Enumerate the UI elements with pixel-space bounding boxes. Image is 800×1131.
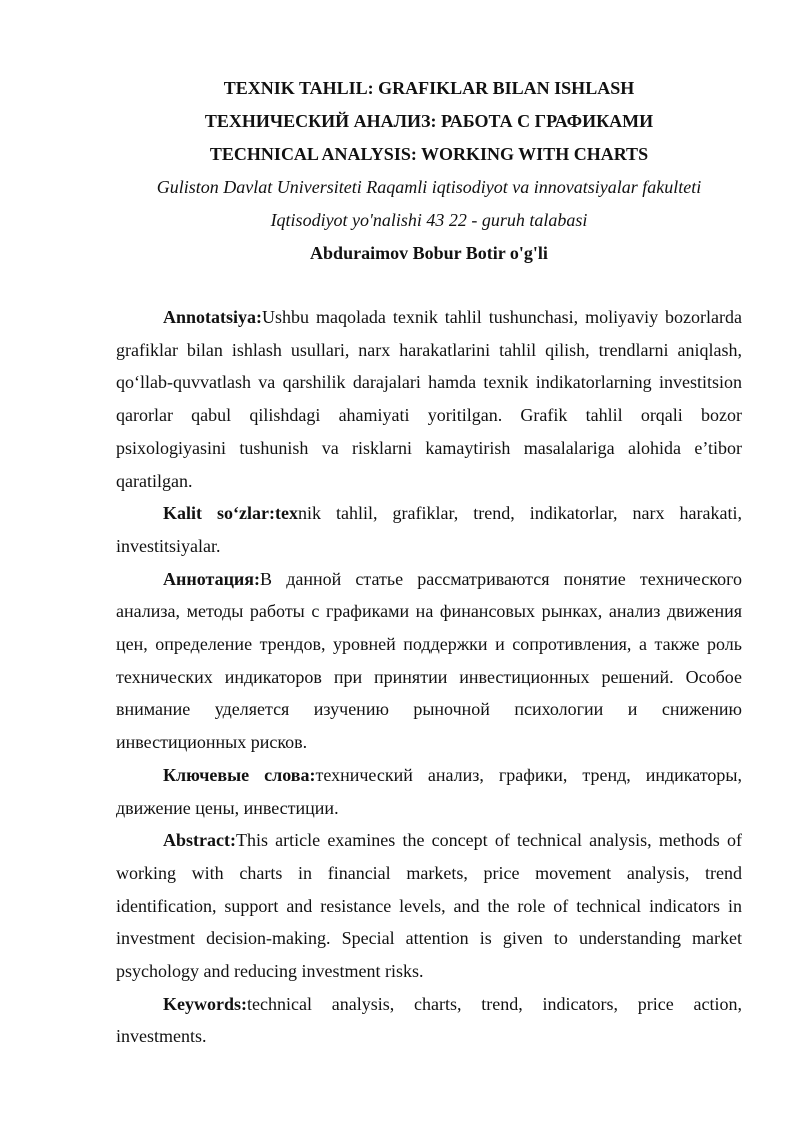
keywords-english <box>116 988 742 1053</box>
abstract-english <box>116 824 742 988</box>
keywords-uzbek-label: Kalit so‘zlar:tex <box>163 503 298 524</box>
author-name: Abduraimov Bobur Botir o'g'li <box>310 243 548 263</box>
annotation-uzbek-text: Ushbu maqolada texnik tahlil tushunchasi, moliyaviy bozorlarda grafiklar bilan ishlash usullari, narx harakatlarini tahlil qilish, trendlarni aniqlash, qo‘llab-quvvatlash va qarshilik darajalari hamda texnik indikatorlarning investitsion qarorlar qabul qilishdagi ahamiyati yoritilgan. Grafik tahlil orqali bozor psixologiyasini tushunish va risklarni kamaytirish masalalariga alohida e’tibor qaratilgan. <box>116 307 742 491</box>
title-uzbek: TEXNIK TAHLIL: GRAFIKLAR BILAN ISHLASH <box>223 78 635 98</box>
abstract-english-label: Abstract: <box>163 830 236 851</box>
paper-page <box>116 72 742 1053</box>
annotation-russian-label: Аннотация: <box>163 568 261 589</box>
paper-header <box>116 72 742 270</box>
keywords-russian-label: Ключевые слова: <box>163 764 316 785</box>
title-russian: ТЕХНИЧЕСКИЙ АНАЛИЗ: РАБОТА С ГРАФИКАМИ <box>204 111 654 131</box>
title-english: TECHNICAL ANALYSIS: WORKING WITH CHARTS <box>209 144 649 164</box>
annotation-russian <box>116 563 742 759</box>
affiliation-line-1: Guliston Davlat Universiteti Raqamli iqtisodiyot va innovatsiyalar fakulteti <box>156 177 702 197</box>
affiliation-line-2: Iqtisodiyot yo'nalishi 43 22 - guruh talabasi <box>270 210 588 230</box>
spacer <box>116 270 742 301</box>
annotation-uzbek <box>116 301 742 497</box>
keywords-english-label: Keywords: <box>163 993 247 1014</box>
keywords-english-text: technical analysis, charts, trend, indicators, price action, investments. <box>116 993 742 1047</box>
keywords-russian <box>116 759 742 824</box>
keywords-uzbek-text: nik tahlil, grafiklar, trend, indikatorlar, narx harakati, investitsiyalar. <box>116 503 743 556</box>
keywords-uzbek <box>116 497 742 562</box>
annotation-uzbek-label: Annotatsiya: <box>163 307 263 327</box>
keywords-russian-text: технический анализ, графики, тренд, индикаторы, движение цены, инвестиции. <box>116 764 743 818</box>
annotation-russian-text: В данной статье рассматриваются понятие технического анализа, методы работы с графиками на финансовых рынках, анализ движения цен, определение трендов, уровней поддержки и сопротивления, а также роль технических индикаторов при принятии инвестиционных решений. Особое внимание уделяется изучению рыночной психологии и снижению инвестиционных рисков. <box>116 568 742 753</box>
abstract-english-text: This article examines the concept of technical analysis, methods of working with charts in financial markets, price movement analysis, trend identification, support and resistance levels, and the role of technical indicators in investment decision-making. Special attention is given to understanding market psychology and reducing investment risks. <box>116 830 742 982</box>
